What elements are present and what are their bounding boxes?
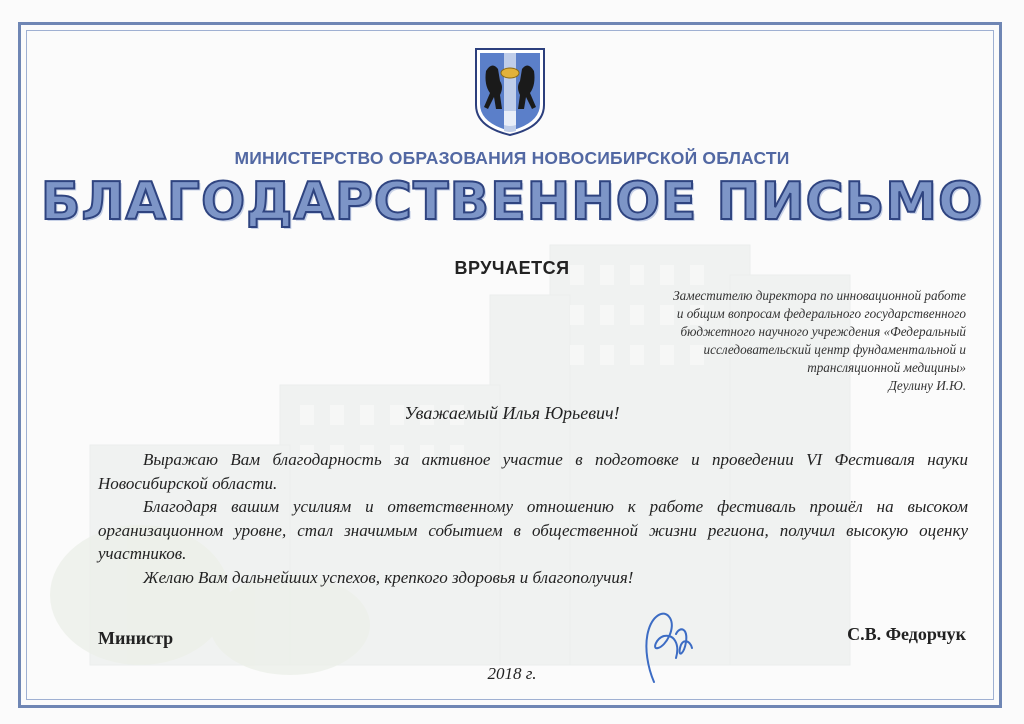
recipient-line: Заместителю директора по инновационной работе xyxy=(673,288,966,303)
awarded-label: ВРУЧАЕТСЯ xyxy=(454,258,570,278)
recipient-name: Деулину И.Ю. xyxy=(888,378,966,393)
letter-paragraph: Желаю Вам дальнейших успехов, крепкого здоровья и благополучия! xyxy=(143,567,634,587)
signer-name: С.В. Федорчук xyxy=(847,624,966,644)
document-title: БЛАГОДАРСТВЕННОЕ ПИСЬМО xyxy=(40,172,984,232)
recipient-line: и общим вопросам федерального государственного xyxy=(676,306,966,321)
recipient-line: трансляционной медицины» xyxy=(807,360,966,375)
coat-of-arms-icon xyxy=(474,47,546,137)
letter-paragraph: Выражаю Вам благодарность за активное участие в подготовке и проведении VI Фестиваля науки Новосибирской области. xyxy=(98,450,968,493)
ministry-name: МИНИСТЕРСТВО ОБРАЗОВАНИЯ НОВОСИБИРСКОЙ ОБЛАСТИ xyxy=(234,148,790,168)
letter-paragraph: Благодаря вашим усилиям и ответственному отношению к работе фестиваль прошёл на высоком организационном уровне, стал значимым событием в общественной жизни региона, получил высокую оценку участников. xyxy=(98,497,968,563)
document-year: 2018 г. xyxy=(487,664,537,683)
salutation: Уважаемый Илья Юрьевич! xyxy=(404,403,620,423)
recipient-line: исследовательский центр фундаментальной и xyxy=(703,342,966,357)
signer-position: Министр xyxy=(98,628,174,648)
recipient-line: бюджетного научного учреждения «Федеральный xyxy=(680,324,966,339)
letter-body xyxy=(98,448,968,589)
recipient-block xyxy=(586,287,966,395)
